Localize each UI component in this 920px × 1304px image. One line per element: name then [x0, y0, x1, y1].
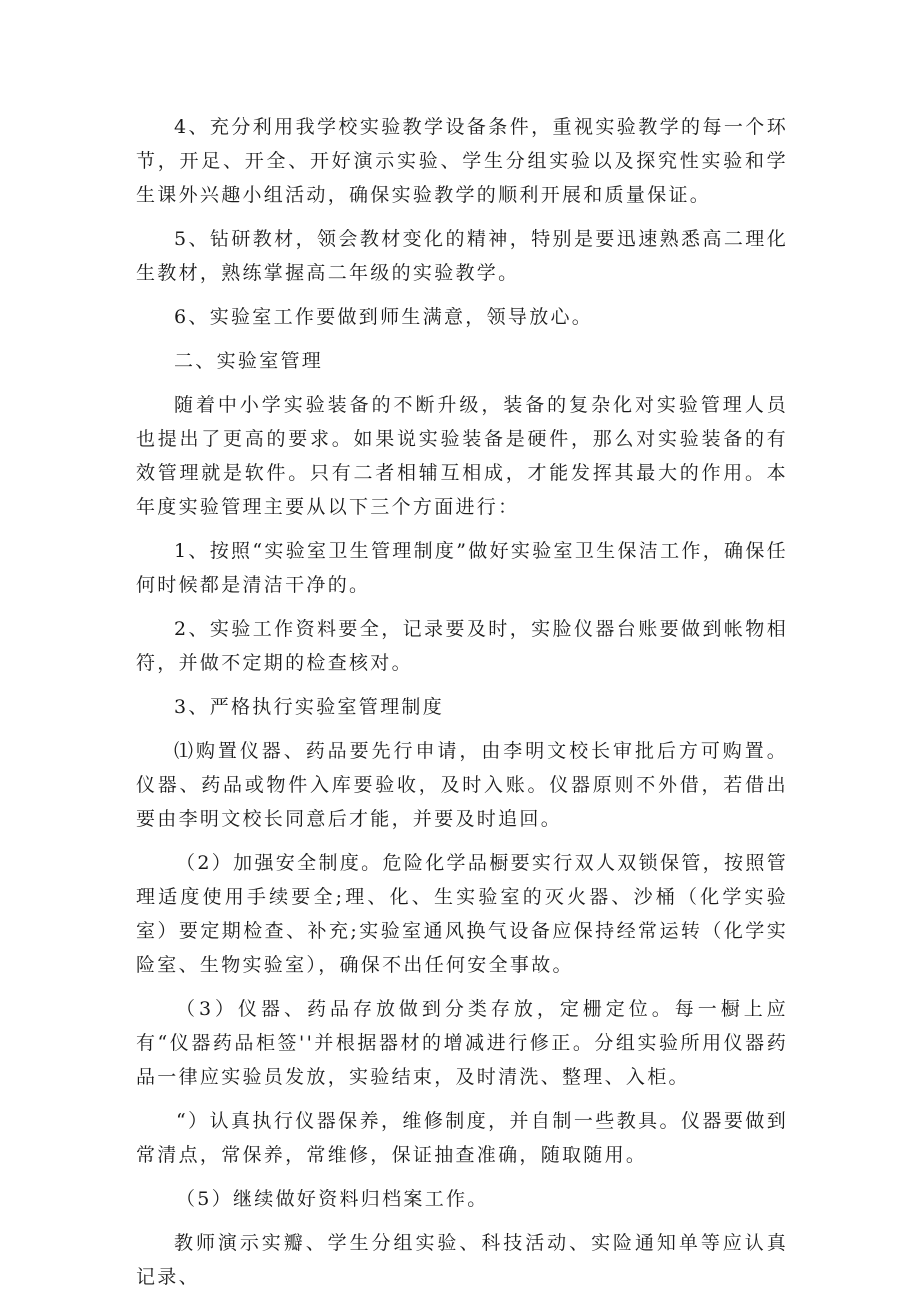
paragraph-sub-4: “）认真执行仪器保养，维修制度，并自制一些教具。仪器要做到常清点，常保养，常维修，保证抽查准确，随取随用。 — [136, 1110, 788, 1166]
paragraph-sub-3: （3）仪器、药品存放做到分类存放，定栅定位。每一橱上应有“仪器药品柜签''并根据器材的增减进行修正。分组实验所用仪器药品一律应实验员发放，实验结束，及时清洗、整理、入柜。 — [136, 998, 788, 1088]
paragraph-archive: 教师演示实瓣、学生分组实验、科技活动、实险通知单等应认真记录、 — [136, 1232, 788, 1288]
paragraph-intro: 随着中小学实验装备的不断升级，装备的复杂化对实验管理人员也提出了更高的要求。如果说实验装备是硬件，那么对实验装备的有效管理就是软件。只有二者相辅互相成，才能发挥其最大的作用。本年度实验管理主要从以下三个方面进行： — [136, 394, 788, 518]
paragraph-item-4: 4、充分利用我学校实验教学设备条件，重视实验教学的每一个环节，开足、开全、开好演示实验、学生分组实验以及探究性实验和学生课外兴趣小组活动，确保实验教学的顺利开展和质量保证。 — [136, 116, 788, 206]
paragraph-point-2: 2、实验工作资料要全，记录要及时，实脸仪器台账要做到帐物相符，并做不定期的检查核对。 — [136, 618, 788, 674]
paragraph-item-5: 5、钻研教材，领会教材变化的精神，特别是要迅速熟悉高二理化生教材，熟练掌握高二年级的实验教学。 — [136, 228, 788, 284]
section-heading-lab-management: 二、实验室管理 — [174, 350, 324, 372]
paragraph-point-3: 3、严格执行实验室管理制度 — [174, 696, 444, 718]
document-body — [136, 110, 788, 1304]
paragraph-item-6: 6、实验室工作要做到师生满意，领导放心。 — [174, 306, 594, 328]
paragraph-sub-1: ⑴购置仪器、药品要先行申请，由李明文校长审批后方可购置。仪器、药品或物件入库要验收，及时入账。仪器原则不外借，若借出要由李明文校长同意后才能，并要及时追回。 — [136, 740, 788, 830]
paragraph-point-1: 1、按照“实验室卫生管理制度”做好实验室卫生保洁工作，确保任何时候都是清洁干净的。 — [136, 540, 788, 596]
paragraph-sub-5: （5）继续做好资料归档案工作。 — [176, 1188, 489, 1210]
paragraph-sub-2: （2）加强安全制度。危险化学品橱要实行双人双锁保管，按照管理适度使用手续要全;理、化、生实验室的灭火器、沙桶（化学实验室）要定期检查、补充;实验室通风换气设备应保持经常运转（化学实险室、生物实验室），确保不出任何安全事故。 — [136, 852, 788, 976]
